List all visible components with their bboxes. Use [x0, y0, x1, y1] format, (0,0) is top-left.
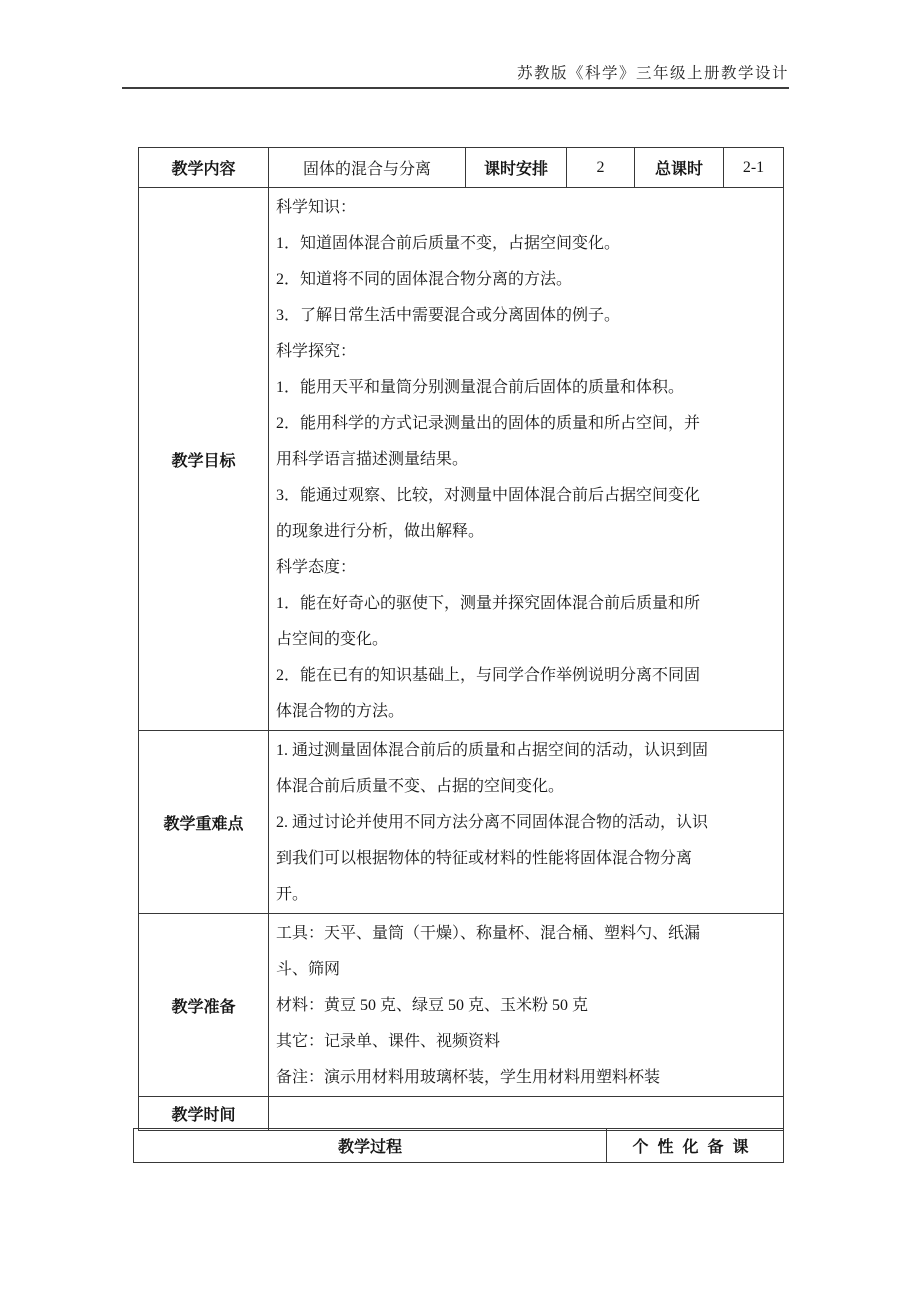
class-hours-value-cell: 2 — [567, 148, 635, 188]
total-periods-label-cell: 总课时 — [635, 148, 724, 188]
key-points-label-cell: 教学重难点 — [139, 731, 269, 914]
text-line: 材料：黄豆 50 克、绿豆 50 克、玉米粉 50 克 — [276, 997, 589, 1014]
text-line: 1．能用天平和量筒分别测量混合前后固体的质量和体积。 — [276, 379, 685, 396]
text-line: 体混合前后质量不变、占据的空间变化。 — [276, 778, 565, 795]
text-line: 科学探究： — [276, 343, 357, 360]
text-line: 其它：记录单、课件、视频资料 — [276, 1033, 501, 1050]
text-line: 3．能通过观察、比较，对测量中固体混合前后占据空间变化 — [276, 487, 701, 504]
teaching-content-label-cell: 教学内容 — [139, 148, 269, 188]
text-line: 1．知道固体混合前后质量不变，占据空间变化。 — [276, 235, 621, 252]
preparation-label-cell: 教学准备 — [139, 914, 269, 1097]
class-hours-label-cell: 课时安排 — [466, 148, 567, 188]
process-header-table — [133, 1128, 784, 1163]
personalized-prep-label-cell: 个性化备课 — [607, 1129, 784, 1163]
row-key-points — [139, 731, 784, 914]
text-line: 工具：天平、量筒（干燥）、称量杯、混合桶、塑料勺、纸漏 — [276, 925, 701, 942]
text-line: 斗、筛网 — [276, 961, 341, 978]
preparation-text — [269, 914, 783, 1096]
text-line: 2．能在已有的知识基础上，与同学合作举例说明分离不同固 — [276, 667, 701, 684]
row-process-header — [134, 1129, 784, 1163]
key-points-text — [269, 731, 783, 913]
teaching-goals-label-cell: 教学目标 — [139, 188, 269, 731]
teaching-process-label-cell: 教学过程 — [134, 1129, 607, 1163]
text-line: 1. 通过测量固体混合前后的质量和占据空间的活动，认识到固 — [276, 742, 709, 759]
text-line: 的现象进行分析，做出解释。 — [276, 523, 485, 540]
header-divider — [122, 87, 789, 89]
lesson-plan-table — [138, 147, 784, 1131]
text-line: 1．能在好奇心的驱使下，测量并探究固体混合前后质量和所 — [276, 595, 701, 612]
row-teaching-time — [139, 1097, 784, 1131]
teaching-goals-text — [269, 188, 783, 730]
teaching-goals-content-cell — [269, 188, 784, 731]
text-line: 2. 通过讨论并使用不同方法分离不同固体混合物的活动，认识 — [276, 814, 709, 831]
document-header-title: 苏教版《科学》三年级上册教学设计 — [516, 65, 789, 82]
text-line: 3．了解日常生活中需要混合或分离固体的例子。 — [276, 307, 621, 324]
total-periods-value-cell: 2-1 — [724, 148, 784, 188]
text-line: 科学知识： — [276, 199, 357, 216]
teaching-time-value-cell — [269, 1097, 784, 1131]
row-teaching-content — [139, 148, 784, 188]
text-line: 占空间的变化。 — [276, 631, 389, 648]
text-line: 开。 — [276, 886, 309, 903]
text-line: 用科学语言描述测量结果。 — [276, 451, 469, 468]
preparation-content-cell — [269, 914, 784, 1097]
text-line: 2．知道将不同的固体混合物分离的方法。 — [276, 271, 573, 288]
teaching-content-value-cell: 固体的混合与分离 — [269, 148, 466, 188]
teaching-time-label-cell: 教学时间 — [139, 1097, 269, 1131]
key-points-content-cell — [269, 731, 784, 914]
text-line: 备注：演示用材料用玻璃杯装，学生用材料用塑料杯装 — [276, 1069, 661, 1086]
text-line: 到我们可以根据物体的特征或材料的性能将固体混合物分离 — [276, 850, 693, 867]
text-line: 体混合物的方法。 — [276, 703, 405, 720]
row-teaching-goals — [139, 188, 784, 731]
row-preparation — [139, 914, 784, 1097]
text-line: 科学态度： — [276, 559, 357, 576]
text-line: 2．能用科学的方式记录测量出的固体的质量和所占空间，并 — [276, 415, 701, 432]
